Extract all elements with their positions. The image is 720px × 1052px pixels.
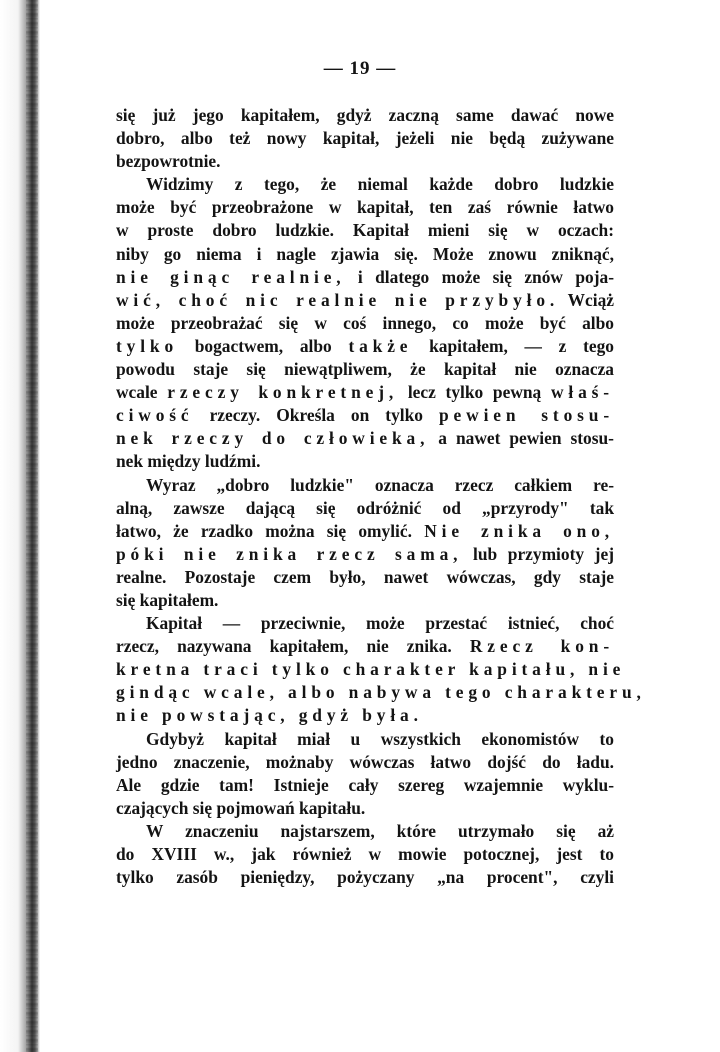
text-run: wcale bbox=[116, 382, 158, 403]
spaced-emphasis: właś- bbox=[550, 382, 614, 403]
text-line: Kapitał — przeciwnie, może przestać istnieć, choć bbox=[146, 613, 614, 634]
text-line bbox=[116, 335, 614, 358]
text-line: się już jego kapitałem, gdyż zaczną same dawać nowe bbox=[116, 105, 614, 125]
text-line bbox=[116, 427, 614, 450]
page-number: — 19 — bbox=[323, 58, 397, 79]
text-line bbox=[116, 635, 614, 658]
page-body-text bbox=[116, 104, 646, 889]
text-line: jedno znaczenie, możnaby wówczas łatwo dojść do ładu. bbox=[116, 751, 614, 772]
text-line: Gdybyż kapitał miał u wszystkich ekonomistów to bbox=[146, 728, 614, 749]
spaced-emphasis: Nie znika ono, bbox=[424, 520, 614, 541]
text-run: rzecz, nazywana kapitałem, nie znika. bbox=[116, 636, 452, 657]
text-line: tylko zasób pieniędzy, pożyczany „na procent", czyli bbox=[116, 867, 614, 888]
text-line bbox=[116, 404, 614, 427]
text-line: Wyraz „dobro ludzkie" oznacza rzecz całkiem re- bbox=[146, 474, 614, 495]
text-line: może przeobrażać się w coś innego, co może być albo bbox=[116, 312, 614, 333]
spaced-emphasis: także bbox=[348, 335, 413, 356]
text-run: łatwo, że rzadko można się omylić. bbox=[116, 520, 412, 541]
spaced-emphasis: tylko bbox=[116, 335, 179, 356]
text-line: realne. Pozostaje czem było, nawet wówczas, gdy staje bbox=[116, 566, 614, 587]
text-run: bogactwem, albo bbox=[194, 335, 332, 356]
text-line bbox=[116, 266, 614, 289]
text-line: się kapitałem. bbox=[116, 589, 219, 610]
text-line: powodu staje się niewątpliwem, że kapitał nie oznacza bbox=[116, 359, 614, 380]
text-line bbox=[116, 289, 614, 312]
spaced-emphasis: pewien stosu- bbox=[439, 405, 615, 426]
text-line: nie powstając, gdyż była. bbox=[116, 705, 423, 726]
spaced-emphasis: póki nie znika rzecz sama, bbox=[116, 543, 463, 564]
spaced-emphasis: nek rzeczy do człowieka, bbox=[116, 428, 430, 449]
text-line: kretna traci tylko charakter kapitału, nie bbox=[116, 659, 626, 680]
text-line: może być przeobrażone w kapitał, ten zaś równie łatwo bbox=[116, 197, 614, 218]
text-run: i dlatego może się znów poja- bbox=[357, 266, 614, 287]
text-line bbox=[116, 543, 614, 566]
text-line bbox=[116, 381, 614, 404]
text-line: niby go niema i nagle zjawia się. Może znowu zniknąć, bbox=[116, 243, 614, 264]
text-line: Ale gdzie tam! Istnieje cały szereg wzajemnie wyklu- bbox=[116, 774, 614, 795]
spaced-emphasis: Rzecz kon- bbox=[469, 636, 614, 657]
text-line: do XVIII w., jak również w mowie potocznej, jest to bbox=[116, 844, 614, 864]
text-line bbox=[116, 520, 614, 543]
text-line: nek między ludźmi. bbox=[116, 451, 261, 472]
text-run: a nawet pewien stosu- bbox=[438, 428, 614, 449]
text-line: alną, zawsze dającą się odróżnić od „przyrody" tak bbox=[116, 497, 614, 518]
text-line: Widzimy z tego, że niemal każde dobro ludzkie bbox=[146, 174, 614, 195]
text-line: gindąc wcale, albo nabywa tego charakteru, bbox=[116, 682, 646, 703]
text-run: lub przymioty jej bbox=[472, 543, 614, 564]
text-run: Wciąż bbox=[567, 289, 614, 310]
text-run: lecz tylko pewną bbox=[407, 382, 542, 403]
text-line: w proste dobro ludzkie. Kapitał mieni się w oczach: bbox=[116, 220, 614, 241]
text-line: dobro, albo też nowy kapitał, jeżeli nie będą zużywane bbox=[116, 128, 614, 149]
text-run: rzeczy. Określa on tylko bbox=[209, 405, 423, 426]
text-line: bezpowrotnie. bbox=[116, 151, 221, 172]
spaced-emphasis: ciwość bbox=[116, 405, 194, 426]
text-line: W znaczeniu najstarszem, które utrzymało się aż bbox=[146, 820, 614, 841]
spaced-emphasis: rzeczy konkretnej, bbox=[167, 382, 399, 403]
text-run: kapitałem, — z tego bbox=[429, 335, 614, 356]
spaced-emphasis: nie ginąc realnie, bbox=[116, 266, 346, 287]
spaced-emphasis: wić, choć nic realnie nie przybyło. bbox=[116, 289, 560, 310]
text-line: czających się pojmowań kapitału. bbox=[116, 797, 366, 818]
spine-scan-artifact bbox=[26, 0, 38, 1052]
